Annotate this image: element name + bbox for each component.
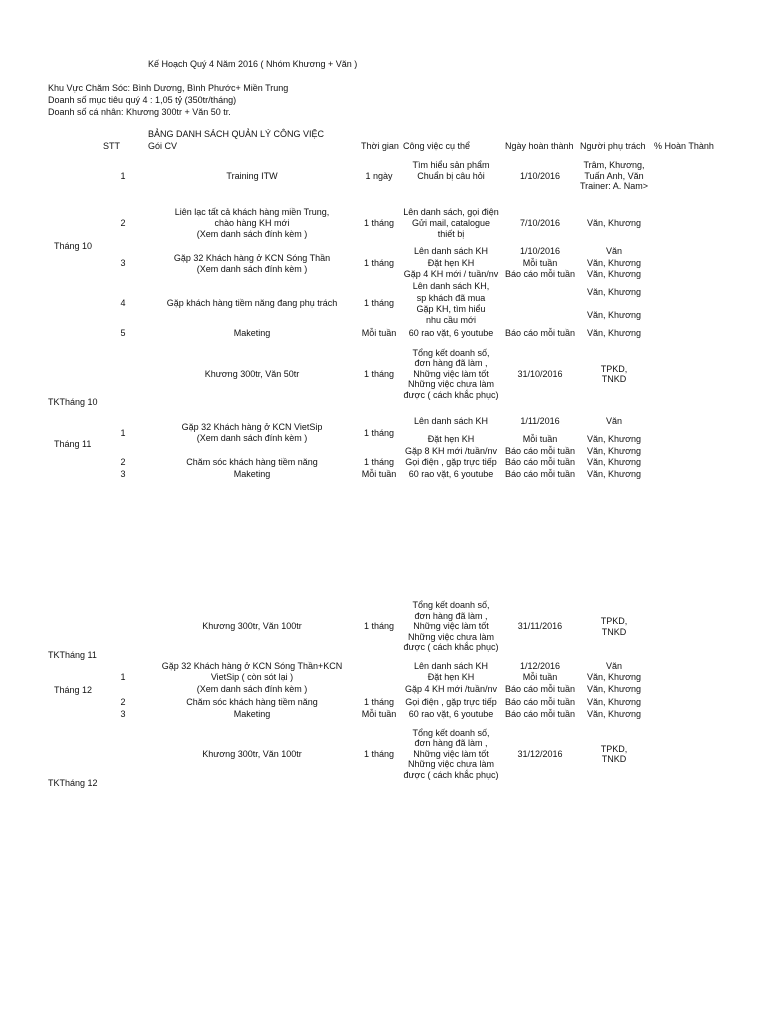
stt-value: 1 xyxy=(120,170,126,181)
package-line: Chăm sóc khách hàng tiềm năng xyxy=(186,697,318,707)
column-header-due: Ngày hoàn thành xyxy=(505,141,574,151)
owner-line: Văn, Khương xyxy=(587,683,641,694)
owner-line: Văn, Khương xyxy=(587,709,641,719)
personal-target: Doanh số cá nhân: Khương 300tr + Văn 50 tr. xyxy=(48,107,231,117)
summary-label: TKTháng 11 xyxy=(48,650,97,660)
work-line: nhu cầu mới xyxy=(426,315,476,326)
stt-value: 2 xyxy=(120,217,126,228)
work-line: Gặp KH, tìm hiểu xyxy=(416,304,486,314)
due-line: Báo cáo mỗi tuần xyxy=(504,469,576,479)
package-cell xyxy=(147,327,357,339)
summary-row xyxy=(0,348,768,400)
task-row xyxy=(0,160,768,192)
work-cell xyxy=(400,456,502,468)
package-cell xyxy=(147,206,357,240)
summary-row xyxy=(0,728,768,780)
work-cell xyxy=(400,415,502,456)
due-cell xyxy=(502,327,578,339)
work-line: đơn hàng đã làm , xyxy=(414,358,488,369)
work-line: Gửi mail, catalogue xyxy=(411,217,491,228)
summary-work-cell xyxy=(400,348,502,400)
document-title: Kế Hoạch Quý 4 Năm 2016 ( Nhóm Khương + Văn ) xyxy=(148,59,358,69)
work-line: 60 rao vặt, 6 youtube xyxy=(408,469,494,479)
summary-due: 31/12/2016 xyxy=(517,748,563,759)
owner-cell xyxy=(576,468,652,480)
work-line: đơn hàng đã làm , xyxy=(414,738,488,749)
owner-line: Văn, Khương xyxy=(587,446,641,456)
summary-owner-cell xyxy=(576,728,652,780)
owner-cell xyxy=(576,206,652,240)
due-line: Báo cáo mỗi tuần xyxy=(504,457,576,467)
due-line: 1/12/2016 xyxy=(519,661,561,672)
summary-work-cell xyxy=(400,728,502,780)
summary-package-cell xyxy=(147,728,357,780)
duration-cell xyxy=(357,327,401,339)
duration-value: Mỗi tuần xyxy=(361,328,397,338)
owner-cell xyxy=(576,281,652,327)
duration-cell xyxy=(357,696,401,708)
stt-value: 5 xyxy=(120,328,126,338)
due-line: Báo cáo mỗi tuần xyxy=(504,709,576,719)
due-line: Báo cáo mỗi tuần xyxy=(504,446,576,456)
stt-cell xyxy=(111,708,135,720)
duration-value: 1 tháng xyxy=(363,697,395,707)
package-cell xyxy=(147,456,357,468)
table-caption: BẢNG DANH SÁCH QUẢN LÝ CÔNG VIỆC xyxy=(148,129,325,139)
owner-line: Văn, Khương xyxy=(587,269,641,280)
work-line: thiết bị xyxy=(437,228,465,239)
owner-line: TPKD, xyxy=(600,363,628,374)
summary-package-cell xyxy=(147,348,357,400)
stt-value: 4 xyxy=(120,298,126,309)
package-line: Chăm sóc khách hàng tiềm năng xyxy=(186,457,318,467)
work-cell xyxy=(400,327,502,339)
work-line: Gặp 4 KH mới /tuần/nv xyxy=(405,683,497,694)
owner-line: Văn, Khương xyxy=(587,469,641,479)
duration-cell xyxy=(357,206,401,240)
stt-cell xyxy=(111,281,135,327)
stt-value: 1 xyxy=(120,672,126,683)
summary-package: Khương 300tr, Văn 100tr xyxy=(202,748,302,759)
owner-line: Văn, Khương xyxy=(587,287,641,297)
owner-line: Trâm, Khương, xyxy=(583,160,645,171)
due-line: 7/10/2016 xyxy=(519,217,561,228)
task-row xyxy=(0,661,768,695)
column-header-percent: % Hoàn Thành xyxy=(654,141,714,151)
package-line: Gặp 32 Khách hàng ở KCN Sóng Thần xyxy=(173,252,331,263)
summary-work-cell xyxy=(400,600,502,653)
due-cell xyxy=(502,160,578,192)
duration-value: 1 tháng xyxy=(363,217,395,228)
work-line: Đặt hẹn KH xyxy=(427,434,475,444)
work-line: Đặt hẹn KH xyxy=(427,672,475,683)
summary-package-cell xyxy=(147,600,357,653)
summary-due-cell xyxy=(502,728,578,780)
summary-package: Khương 300tr, Văn 100tr xyxy=(202,621,302,632)
package-line: Maketing xyxy=(233,709,271,719)
summary-duration-cell xyxy=(357,600,401,653)
work-cell xyxy=(400,708,502,720)
stt-value: 3 xyxy=(120,469,126,479)
package-line: (Xem danh sách đính kèm ) xyxy=(196,263,308,274)
package-cell xyxy=(147,281,357,327)
duration-value: 1 tháng xyxy=(363,457,395,467)
package-line: Maketing xyxy=(233,469,271,479)
summary-duration: 1 tháng xyxy=(363,748,395,759)
due-line: 1/10/2016 xyxy=(519,246,561,257)
owner-cell xyxy=(576,246,652,281)
work-line: Tổng kết doanh số, xyxy=(412,727,490,738)
due-cell xyxy=(502,456,578,468)
care-area: Khu Vực Chăm Sóc: Bình Dương, Bình Phước+ Miền Trung xyxy=(48,83,289,93)
due-cell xyxy=(502,708,578,720)
work-line: Tổng kết doanh số, xyxy=(412,600,490,611)
package-line: chào hàng KH mới xyxy=(214,217,290,228)
package-line: Training ITW xyxy=(226,170,278,181)
column-header-package: Gói CV xyxy=(148,141,178,151)
work-line: Gọi điện , gặp trực tiếp xyxy=(405,457,497,467)
summary-row xyxy=(0,600,768,653)
summary-duration-cell xyxy=(357,348,401,400)
stt-cell xyxy=(111,696,135,708)
task-row xyxy=(0,246,768,281)
work-line: được ( cách khắc phục) xyxy=(403,642,499,653)
task-row xyxy=(0,327,768,339)
column-header-duration: Thời gian xyxy=(361,141,399,151)
work-cell xyxy=(400,160,502,192)
work-line: Tìm hiểu sản phẩm xyxy=(412,160,490,170)
work-cell xyxy=(400,468,502,480)
work-line: Những việc làm tốt xyxy=(413,621,489,632)
package-line: VietSip ( còn sót lại ) xyxy=(210,672,294,683)
column-header-owner: Người phụ trách xyxy=(580,141,646,151)
work-line: Đặt hẹn KH xyxy=(427,257,475,268)
owner-cell xyxy=(576,456,652,468)
month-label: Tháng 12 xyxy=(54,685,93,695)
duration-value: Mỗi tuần xyxy=(361,469,397,479)
due-line: Mỗi tuần xyxy=(522,434,558,444)
package-line: (Xem danh sách đính kèm ) xyxy=(196,433,308,443)
owner-line: Trainer: A. Nam> xyxy=(580,181,648,192)
summary-owner-cell xyxy=(576,348,652,400)
due-line: Báo cáo mỗi tuần xyxy=(504,683,576,694)
work-line: Tổng kết doanh số, xyxy=(412,347,490,358)
due-line: Mỗi tuần xyxy=(522,672,558,683)
owner-line: TNKD xyxy=(601,626,627,637)
work-line: Lên danh sách KH xyxy=(413,661,489,672)
summary-owner-cell xyxy=(576,600,652,653)
due-line: Báo cáo mỗi tuần xyxy=(504,697,576,707)
task-row xyxy=(0,468,768,480)
owner-line: TPKD, xyxy=(600,743,628,754)
package-line: Gặp khách hàng tiềm năng đang phụ trách xyxy=(166,298,338,309)
work-line: Gặp 8 KH mới /tuần/nv xyxy=(405,446,497,456)
duration-cell xyxy=(357,456,401,468)
duration-cell xyxy=(357,468,401,480)
due-line: 1/10/2016 xyxy=(519,170,561,181)
work-line: Những việc chưa làm xyxy=(407,631,495,642)
month-label: Tháng 10 xyxy=(54,241,93,251)
due-line: Báo cáo mỗi tuần xyxy=(504,328,576,338)
stt-cell xyxy=(111,160,135,192)
column-header-work: Công việc cụ thể xyxy=(403,141,471,151)
owner-line: Văn, Khương xyxy=(587,217,641,228)
owner-line: Văn, Khương xyxy=(587,672,641,683)
package-cell xyxy=(147,246,357,281)
summary-label: TKTháng 12 xyxy=(48,778,98,788)
owner-line: TNKD xyxy=(601,754,627,764)
task-row xyxy=(0,708,768,720)
package-cell xyxy=(147,160,357,192)
owner-line: Văn, Khương xyxy=(587,434,641,444)
column-header-stt: STT xyxy=(103,141,120,151)
duration-value: 1 tháng xyxy=(363,298,395,309)
work-line: Gọi điện , gặp trực tiếp xyxy=(405,697,497,707)
summary-duration-cell xyxy=(357,728,401,780)
stt-value: 3 xyxy=(120,709,126,719)
owner-line: Văn xyxy=(605,416,622,426)
stt-cell xyxy=(111,661,135,695)
due-line: 1/11/2016 xyxy=(520,416,560,426)
duration-value: 1 tháng xyxy=(363,428,395,438)
package-cell xyxy=(147,468,357,480)
stt-cell xyxy=(111,327,135,339)
owner-line: TNKD xyxy=(601,374,627,384)
duration-value: 1 tháng xyxy=(363,257,395,268)
summary-due-cell xyxy=(502,600,578,653)
work-line: Những việc chưa làm xyxy=(407,379,495,390)
due-cell xyxy=(502,206,578,240)
task-row xyxy=(0,206,768,240)
owner-line: Văn, Khương xyxy=(587,257,641,268)
work-cell xyxy=(400,661,502,695)
due-cell xyxy=(502,468,578,480)
stt-cell xyxy=(111,456,135,468)
owner-line: Văn, Khương xyxy=(587,697,641,707)
work-line: Lên danh sách KH xyxy=(413,246,489,257)
owner-line: Văn xyxy=(605,661,622,672)
stt-value: 2 xyxy=(120,457,126,467)
work-line: Lên danh sách KH xyxy=(413,416,489,426)
work-line: Những việc làm tốt xyxy=(413,368,489,379)
work-line: 60 rao vặt, 6 youtube xyxy=(408,328,494,338)
work-line: Lên danh sách, gọi điện xyxy=(403,206,499,217)
month-label: Tháng 11 xyxy=(54,439,92,449)
summary-due: 31/10/2016 xyxy=(517,368,563,379)
due-cell xyxy=(502,661,578,695)
work-line: Những việc chưa làm xyxy=(407,759,495,770)
stt-value: 1 xyxy=(120,428,126,438)
stt-cell xyxy=(111,206,135,240)
due-line: Báo cáo mỗi tuần xyxy=(504,269,576,280)
summary-due: 31/11/2016 xyxy=(517,621,563,632)
package-line: (Xem danh sách đính kèm ) xyxy=(196,228,308,239)
package-cell xyxy=(147,661,357,695)
owner-cell xyxy=(576,661,652,695)
package-cell xyxy=(147,708,357,720)
stt-cell xyxy=(111,246,135,281)
duration-cell xyxy=(357,246,401,281)
work-line: sp khách đã mua xyxy=(416,292,486,303)
package-line: Gặp 32 Khách hàng ở KCN Sóng Thần+KCN xyxy=(161,661,343,672)
stt-value: 2 xyxy=(120,697,126,707)
package-cell xyxy=(147,415,357,451)
task-row xyxy=(0,456,768,468)
work-cell xyxy=(400,246,502,281)
owner-cell xyxy=(576,415,652,456)
package-line: (Xem danh sách đính kèm ) xyxy=(196,683,308,694)
owner-line: Văn, Khương xyxy=(587,328,641,338)
task-row xyxy=(0,281,768,327)
stt-cell xyxy=(111,468,135,480)
summary-duration: 1 tháng xyxy=(363,368,395,379)
work-line: được ( cách khắc phục) xyxy=(403,389,499,400)
work-line: đơn hàng đã làm , xyxy=(414,610,488,621)
due-line: Mỗi tuần xyxy=(522,257,558,268)
summary-package: Khương 300tr, Văn 50tr xyxy=(204,368,300,379)
owner-line: Văn, Khương xyxy=(587,457,641,467)
quarter-target: Doanh số mục tiêu quý 4 : 1,05 tỷ (350tr/tháng) xyxy=(48,95,237,105)
task-row xyxy=(0,415,768,456)
due-cell xyxy=(502,415,578,456)
work-line: Lên danh sách KH, xyxy=(412,281,490,292)
owner-line: Tuấn Anh, Văn xyxy=(584,170,644,181)
owner-line: Văn, Khương xyxy=(587,310,641,320)
work-line: được ( cách khắc phục) xyxy=(403,769,499,780)
summary-duration: 1 tháng xyxy=(363,621,395,632)
stt-value: 3 xyxy=(120,257,126,268)
due-cell xyxy=(502,696,578,708)
work-cell xyxy=(400,696,502,708)
owner-line: TPKD, xyxy=(600,616,628,626)
duration-cell xyxy=(357,415,401,451)
package-line: Gặp 32 Khách hàng ở KCN VietSip xyxy=(181,422,323,432)
work-cell xyxy=(400,281,502,327)
duration-value: Mỗi tuần xyxy=(361,709,397,719)
summary-label: TKTháng 10 xyxy=(48,397,98,407)
stt-cell xyxy=(111,415,135,451)
summary-due-cell xyxy=(502,348,578,400)
duration-value: 1 ngày xyxy=(365,170,393,181)
duration-cell xyxy=(357,281,401,327)
task-row xyxy=(0,696,768,708)
owner-cell xyxy=(576,160,652,192)
work-line: Chuẩn bị câu hỏi xyxy=(417,170,485,181)
due-cell xyxy=(502,246,578,281)
owner-cell xyxy=(576,696,652,708)
work-cell xyxy=(400,206,502,240)
work-line: 60 rao vặt, 6 youtube xyxy=(408,709,494,719)
duration-cell xyxy=(357,160,401,192)
owner-line: Văn xyxy=(605,246,622,257)
package-cell xyxy=(147,696,357,708)
work-line: Gặp 4 KH mới / tuần/nv xyxy=(403,269,499,280)
duration-cell xyxy=(357,708,401,720)
owner-cell xyxy=(576,327,652,339)
package-line: Maketing xyxy=(233,328,271,338)
package-line: Liên lạc tất cả khách hàng miền Trung, xyxy=(174,206,330,217)
work-line: Những việc làm tốt xyxy=(413,748,489,759)
owner-cell xyxy=(576,708,652,720)
